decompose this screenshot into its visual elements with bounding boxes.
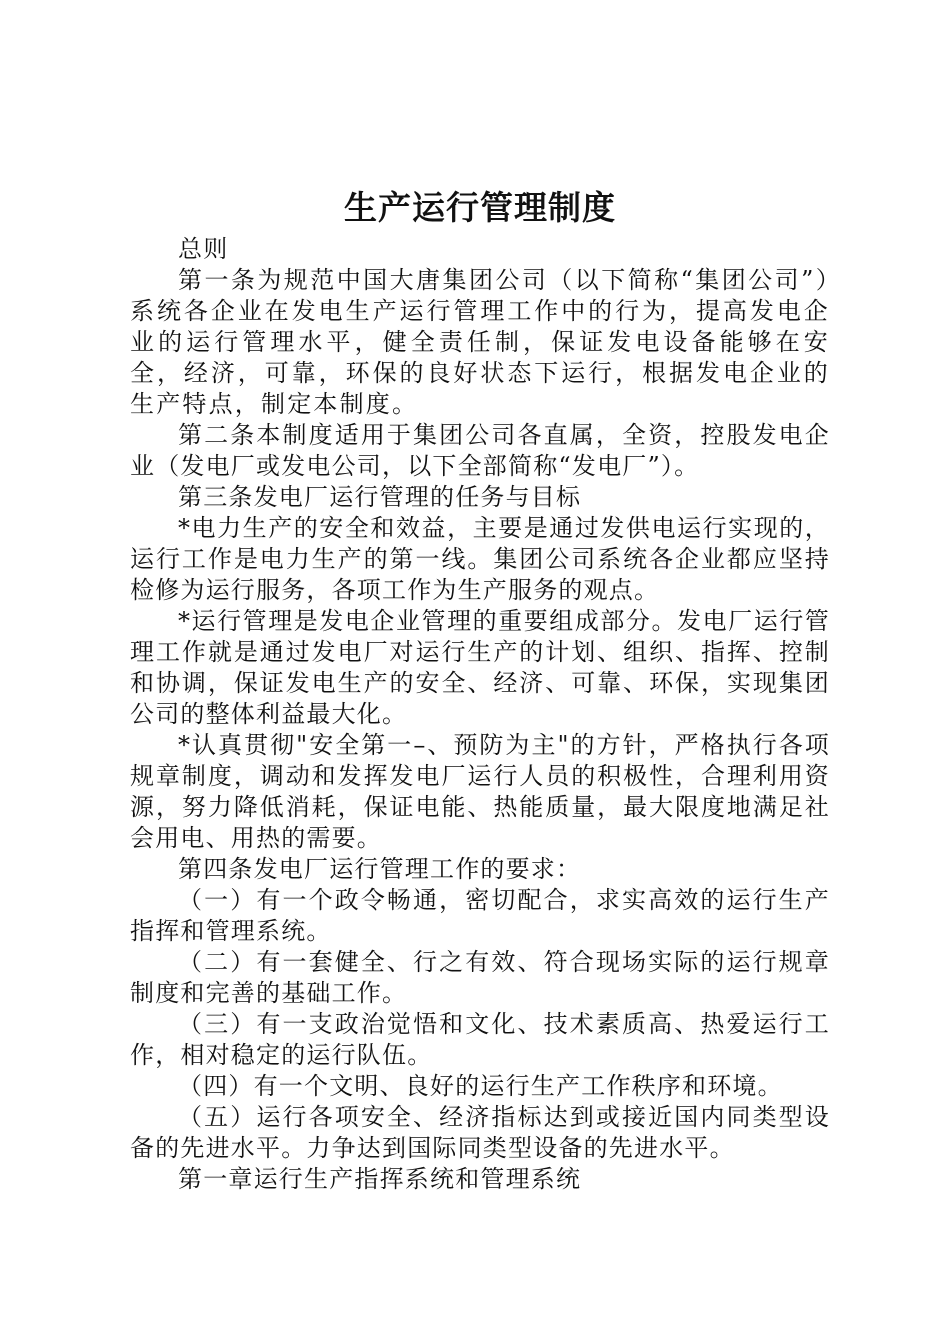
article-4-item-5: （五）运行各项安全、经济指标达到或接近国内同类型设备的先进水平。力争达到国际同类型设备的先进水平。	[130, 1103, 830, 1162]
article-4-heading: 第四条发电厂运行管理工作的要求：	[178, 855, 582, 883]
article-4-item-2: （二）有一套健全、行之有效、符合现场实际的运行规章制度和完善的基础工作。	[130, 948, 830, 1007]
document-page	[130, 186, 830, 1195]
article-1-paragraph: 第一条为规范中国大唐集团公司（以下简称“集团公司”）系统各企业在发电生产运行管理工作中的行为，提高发电企业的运行管理水平，健全责任制，保证发电设备能够在安全，经济，可靠，环保的良好状态下运行，根据发电企业的生产特点，制定本制度。	[130, 266, 830, 418]
article-4-item-4: （四）有一个文明、良好的运行生产工作秩序和环境。	[178, 1072, 783, 1100]
article-3-item-1: *电力生产的安全和效益，主要是通过发供电运行实现的，运行工作是电力生产的第一线。集团公司系统各企业都应坚持检修为运行服务，各项工作为生产服务的观点。	[130, 514, 830, 604]
article-3-item-3: *认真贯彻"安全第一–、预防为主"的方针，严格执行各项规章制度，调动和发挥发电厂运行人员的积极性，合理利用资源，努力降低消耗，保证电能、热能质量，最大限度地满足社会用电、用热的需要。	[130, 731, 830, 852]
section-heading-general: 总则	[178, 235, 229, 263]
article-2-paragraph: 第二条本制度适用于集团公司各直属，全资，控股发电企业（发电厂或发电公司，以下全部简称“发电厂”）。	[130, 421, 830, 480]
article-3-item-2: *运行管理是发电企业管理的重要组成部分。发电厂运行管理工作就是通过发电厂对运行生产的计划、组织、指挥、控制和协调，保证发电生产的安全、经济、可靠、环保，实现集团公司的整体利益最大化。	[130, 607, 830, 728]
chapter-1-heading: 第一章运行生产指挥系统和管理系统	[178, 1165, 582, 1193]
document-title: 生产运行管理制度	[344, 188, 616, 227]
article-4-item-3: （三）有一支政治觉悟和文化、技术素质高、热爱运行工作，相对稳定的运行队伍。	[130, 1010, 830, 1069]
article-4-item-1: （一）有一个政令畅通，密切配合，求实高效的运行生产指挥和管理系统。	[130, 886, 830, 945]
article-3-heading: 第三条发电厂运行管理的任务与目标	[178, 483, 582, 511]
